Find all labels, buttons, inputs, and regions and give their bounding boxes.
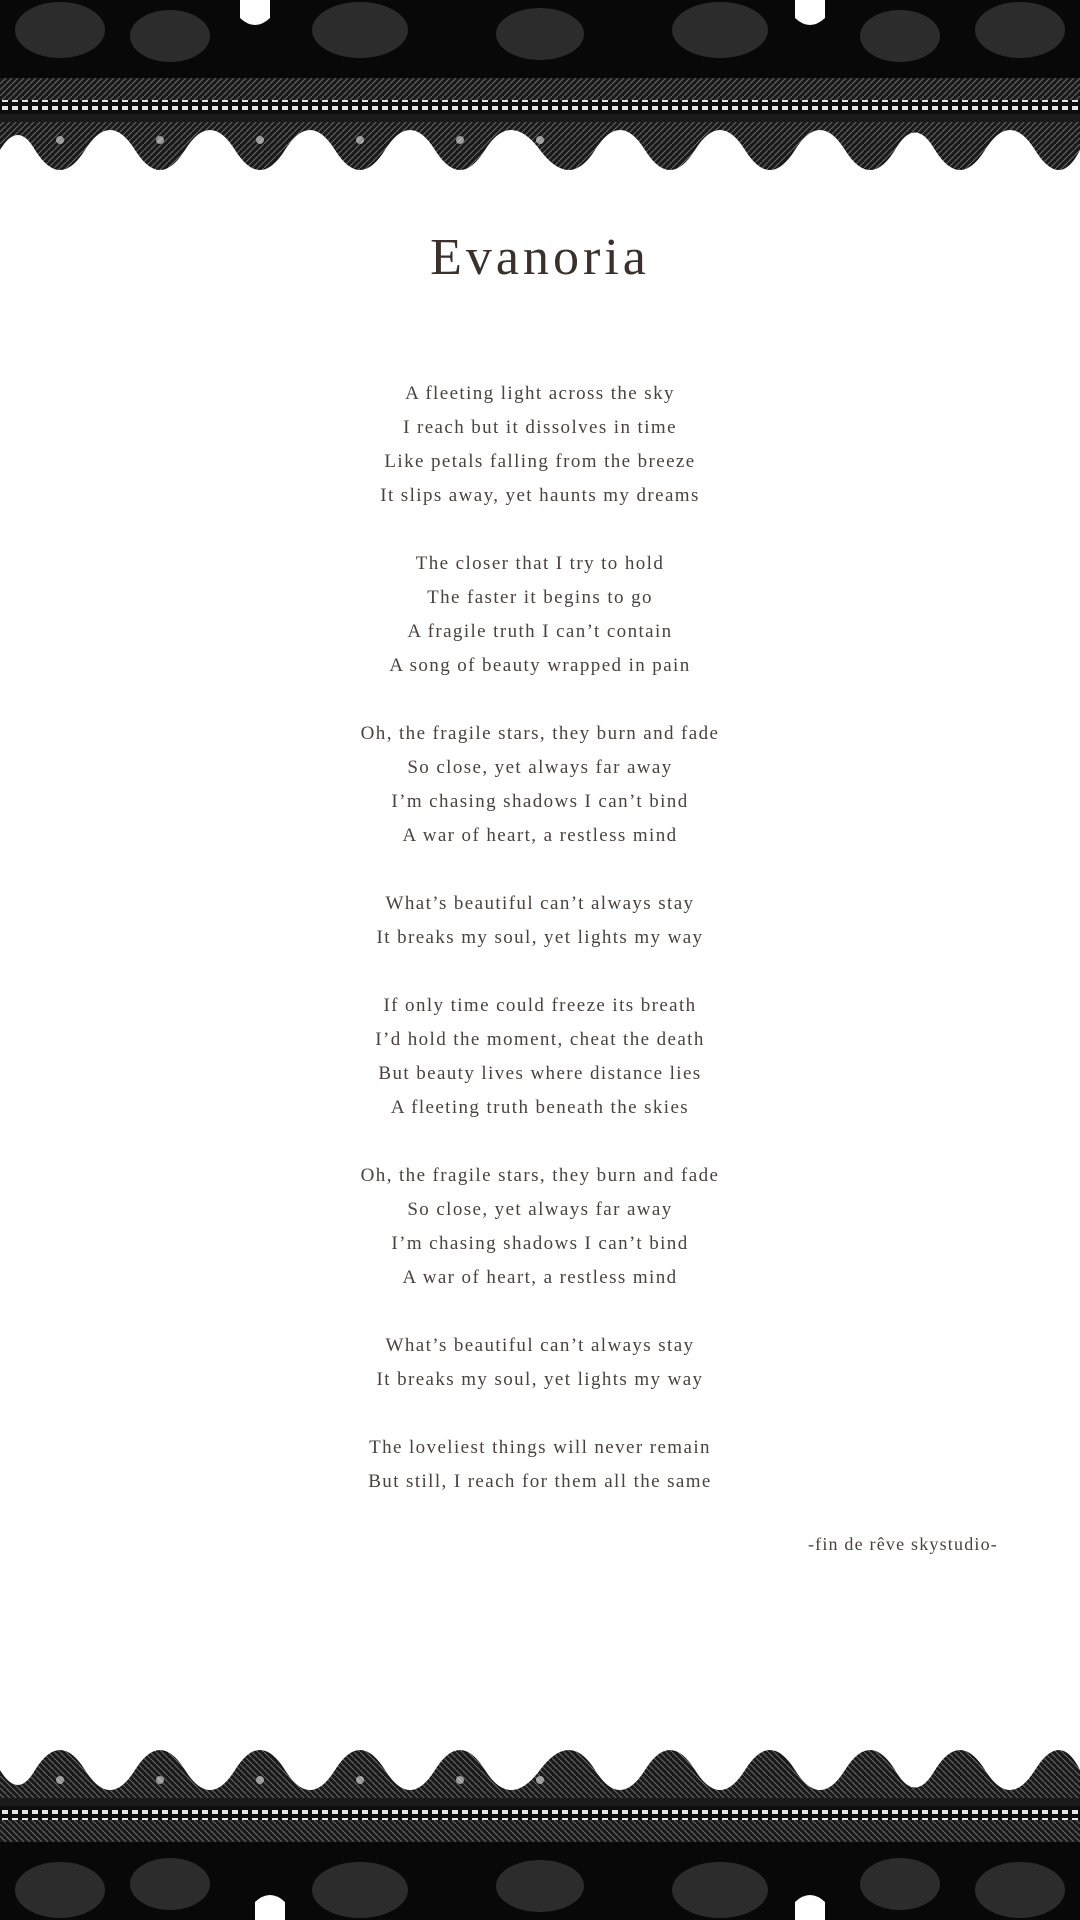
poem-line: So close, yet always far away (407, 757, 673, 778)
poem-line: I’m chasing shadows I can’t bind (391, 1233, 689, 1254)
poem-line: What’s beautiful can’t always stay (385, 893, 695, 914)
poem-line: I reach but it dissolves in time (403, 417, 677, 438)
poem-line: If only time could freeze its breath (383, 995, 697, 1016)
stanza (0, 1431, 1080, 1499)
stanza (0, 1159, 1080, 1295)
poem-line: The loveliest things will never remain (369, 1437, 711, 1458)
stanza (0, 717, 1080, 853)
bottom-lace-border (0, 1725, 1080, 1920)
poem-line: So close, yet always far away (407, 1199, 673, 1220)
poem-line: It breaks my soul, yet lights my way (376, 1369, 704, 1390)
poem-line: A war of heart, a restless mind (402, 1267, 678, 1288)
poem-line: A fleeting light across the sky (405, 383, 675, 404)
poem-line: What’s beautiful can’t always stay (385, 1335, 695, 1356)
lace-border-icon (0, 0, 1080, 195)
top-lace-border (0, 0, 1080, 195)
poem-line: The closer that I try to hold (415, 553, 665, 574)
poem-line: Oh, the fragile stars, they burn and fade (360, 1165, 720, 1186)
stanza (0, 547, 1080, 683)
poem-line: It breaks my soul, yet lights my way (376, 927, 704, 948)
poem-line: But beauty lives where distance lies (378, 1063, 702, 1084)
poem-line: I’d hold the moment, cheat the death (375, 1029, 705, 1050)
lace-border-icon (0, 1725, 1080, 1920)
stanza (0, 377, 1080, 513)
stanza (0, 1329, 1080, 1397)
poem-line: The faster it begins to go (427, 587, 653, 608)
poem-line: But still, I reach for them all the same (368, 1471, 712, 1492)
stanza (0, 887, 1080, 955)
signature: -fin de rêve skystudio- (807, 1534, 998, 1554)
stanza (0, 989, 1080, 1125)
poem-line: I’m chasing shadows I can’t bind (391, 791, 689, 812)
poem-body (0, 377, 1080, 1533)
poem-line: A war of heart, a restless mind (402, 825, 678, 846)
poem-line: Oh, the fragile stars, they burn and fade (360, 723, 720, 744)
poem-line: A fragile truth I can’t contain (407, 621, 673, 642)
poem-line: It slips away, yet haunts my dreams (380, 485, 700, 506)
poem-line: Like petals falling from the breeze (384, 451, 696, 472)
poem-line: A fleeting truth beneath the skies (390, 1097, 690, 1118)
poem-line: A song of beauty wrapped in pain (389, 655, 691, 676)
poem-title: Evanoria (430, 229, 650, 286)
